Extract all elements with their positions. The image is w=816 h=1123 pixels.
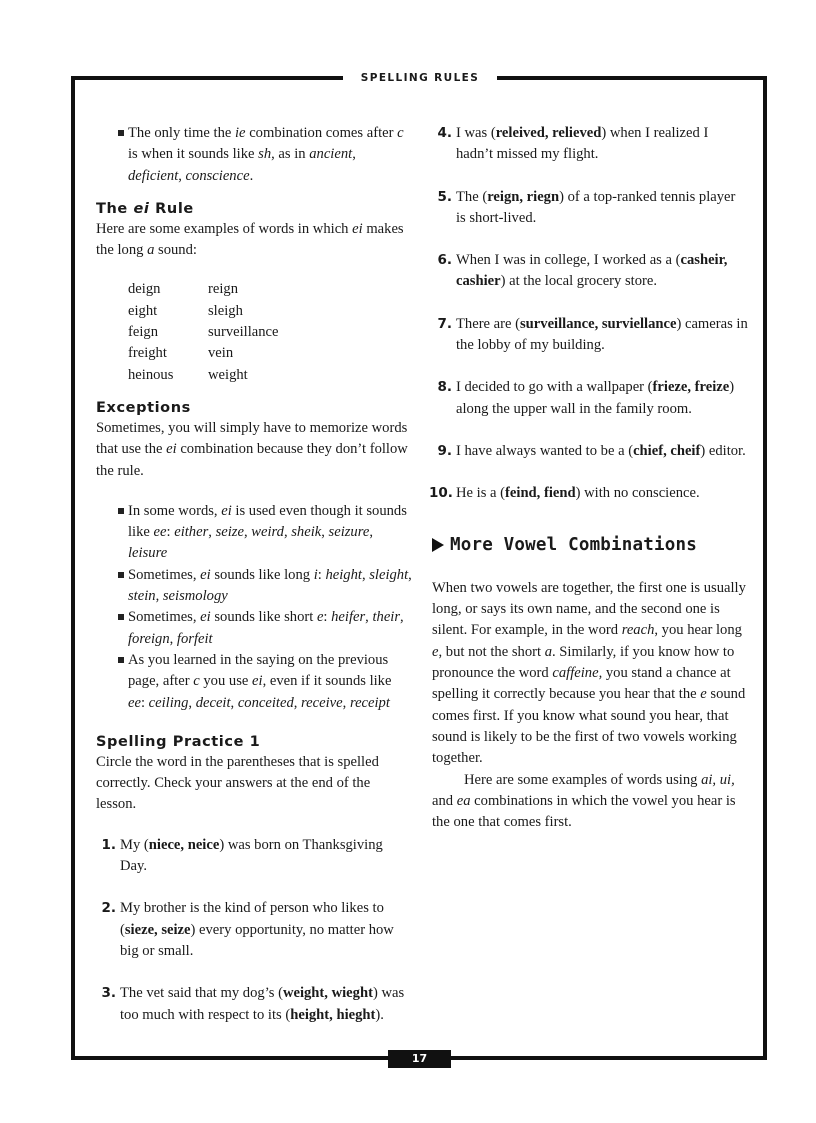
practice-item: 4. I was (releived, relieved) when I realized I hadn’t missed my flight. xyxy=(437,125,709,163)
word: reign xyxy=(208,281,238,298)
vowel-combinations-heading: More Vowel Combinations xyxy=(432,535,748,556)
ei-word-list xyxy=(128,279,412,385)
left-column xyxy=(96,123,412,1026)
list-item: As you learned in the saying on the previous page, after c you use ei, even if it sounds like ee: ceiling, deceit, conceited, receive, receipt xyxy=(96,650,412,714)
practice-item: 7. There are (surveillance, surviellance) cameras in the lobby of my building. xyxy=(437,315,748,354)
practice-list-right xyxy=(429,123,748,505)
word: weight xyxy=(208,366,248,383)
vowels-paragraph-1: When two vowels are together, the first one is usually long, or says its own name, and the second one is silent. For example, in the word reach, you hear long e, but not the short a. Similarly, if you know how to pronounce the word caffeine, you stand a chance at spelling it correctly because you hear that the e sound comes first. If you know what sound you hear, that sound is likely to be the first of two vowels working together. xyxy=(432,579,746,767)
practice-item: 3. The vet said that my dog’s (weight, wieght) was too much with respect to its (height, hieght). xyxy=(101,985,405,1023)
list-item: In some words, ei is used even though it sounds like ee: either, seize, weird, sheik, seizure, leisure xyxy=(96,501,412,565)
vowels-paragraph-2: Here are some examples of words using ai, ui, and ea combinations in which the vowel you hear is the one that comes first. xyxy=(432,771,736,831)
ei-rule-paragraph: Here are some examples of words in which ei makes the long a sound: xyxy=(96,220,404,259)
triangle-bullet-icon xyxy=(432,538,444,552)
right-column xyxy=(429,123,748,833)
practice-item: 2. My brother is the kind of person who likes to (sieze, seize) every opportunity, no matter how big or small. xyxy=(101,900,394,959)
word: eight xyxy=(128,302,158,319)
word: vein xyxy=(208,345,234,362)
frame-left-rule xyxy=(71,76,75,1060)
practice-list-left xyxy=(96,835,412,1026)
word: heinous xyxy=(128,366,174,383)
page-number: 17 xyxy=(388,1050,451,1068)
list-item: Sometimes, ei sounds like long i: height, sleight, stein, seismology xyxy=(96,565,412,608)
practice-item: 6. When I was in college, I worked as a (casheir, cashier) at the local grocery store. xyxy=(437,252,728,290)
exceptions-paragraph: Sometimes, you will simply have to memorize words that use the ei combination because they don’t follow the rule. xyxy=(96,419,408,479)
practice-item: 10. He is a (feind, fiend) with no conscience. xyxy=(429,485,700,502)
word: freight xyxy=(128,345,167,362)
word: deign xyxy=(128,281,161,298)
word: feign xyxy=(128,324,158,341)
ei-rule-heading: The ei Rule xyxy=(96,200,194,217)
exceptions-bullet-list xyxy=(96,501,412,714)
practice-heading: Spelling Practice 1 xyxy=(96,733,261,750)
running-header: SPELLING RULES xyxy=(343,70,497,86)
practice-intro: Circle the word in the parentheses that is spelled correctly. Check your answers at the end of the lesson. xyxy=(96,753,379,813)
practice-item: 9. I have always wanted to be a (chief, cheif) editor. xyxy=(437,442,746,459)
frame-right-rule xyxy=(763,76,767,1060)
word: surveillance xyxy=(208,324,279,341)
practice-item: 1. My (niece, neice) was born on Thanksgiving Day. xyxy=(101,836,383,875)
word: sleigh xyxy=(208,302,243,319)
exceptions-heading: Exceptions xyxy=(96,399,191,416)
list-item: The only time the ie combination comes after c is when it sounds like sh, as in ancient, deficient, conscience. xyxy=(96,123,412,187)
practice-item: 8. I decided to go with a wallpaper (frieze, freize) along the upper wall in the family room. xyxy=(437,379,735,417)
list-item: Sometimes, ei sounds like short e: heifer, their, foreign, forfeit xyxy=(96,607,412,650)
practice-item: 5. The (reign, riegn) of a top-ranked tennis player is short-lived. xyxy=(437,188,736,226)
intro-bullet-list xyxy=(96,123,412,187)
